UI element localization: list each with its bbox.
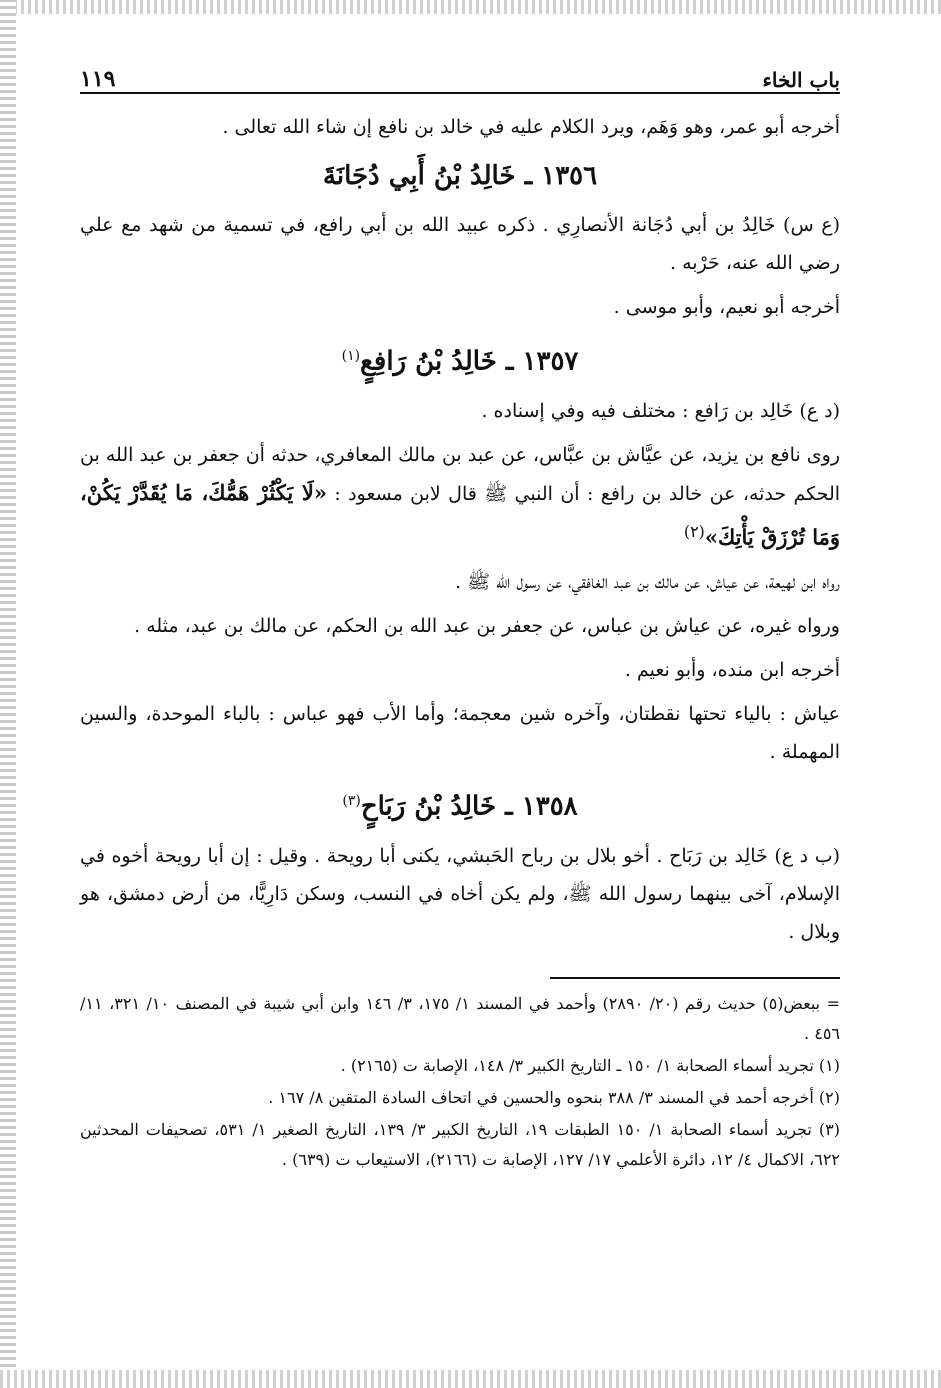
paragraph: أخرجه ابن منده، وأبو نعيم . [624,658,840,681]
paragraph-hadith [80,436,840,557]
hadith-quote: «لَا يَكْثُرْ هَمُّكَ، مَا يُقَدَّرْ يَكُنْ، وَمَا تُرْزَقْ يَأْتِكَ» [80,479,840,549]
book-page [80,56,840,1306]
footnote: (١) تجريد أسماء الصحابة ١/ ١٥٠ ـ التاريخ الكبير ٣/ ١٤٨، الإصابة ت (٢١٦٥) . [340,1055,840,1075]
paragraph: أخرجه أبو نعيم، وأبو موسى . [613,296,840,318]
footnote-divider [550,977,840,979]
paragraph: (د ع) خَالِد بن رَافع : مختلف فيه وفي إسناده . [481,399,840,422]
footnote: = ببعض(٥) حديث رقم (٢٠/ ٢٨٩٠) وأحمد في المسند ١/ ١٧٥، ٣/ ١٤٦ وابن أبي شيبة في المصنف ١٠/ ٣٢١، ١١/ ٤٥٦ . [80,993,841,1043]
footnote: (٢) أخرجه أحمد في المسند ٣/ ٣٨٨ بنحوه والحسين في اتحاف السادة المتقين ٨/ ١٦٧ . [268,1087,840,1107]
running-header [80,56,840,94]
main-text [80,108,840,951]
footnote-ref: (١) [341,348,361,364]
page-border-bottom [0,1370,941,1388]
paragraph-text: روى نافع بن يزيد، عن عيَّاش بن عبَّاس، عن عبد بن مالك المعافري، حدثه أن جعفر بن عبد الله بن الحكم حدثه، عن خالد بن رافع : أن النبي ﷺ قال لابن مسعود : [80,443,841,505]
footnote-ref: (٢) [683,521,705,541]
page-border-top [0,0,941,14]
page-border-left [0,0,16,1388]
section-title: باب الخاء [762,68,840,92]
entry-heading-1356 [80,152,840,200]
heading-text: ١٣٥٨ ـ خَالِدُ بْنُ رَبَاحٍ [360,791,578,822]
page-number: ١١٩ [80,66,116,92]
paragraph: (ب د ع) خَالِد بن رَبَاح . أخو بلال بن رباح الحَبشي، يكنى أبا رويحة . وقيل : إن أبا رويحة أخوه في الإسلام، آخى بينهما رسول الله ﷺ، ولم يكن أخاه في النسب، وسكن دَارِيًّا، من أرض دمشق، هو وبلال . [80,844,840,943]
entry-heading-1357 [80,332,840,386]
footnote-ref: (٣) [342,792,361,809]
paragraph: أخرجه أبو عمر، وهو وَهَم، ويرد الكلام عليه في خالد بن نافع إن شاء الله تعالى . [222,116,840,138]
footnotes [80,989,840,1175]
paragraph: عياش : بالياء تحتها نقطتان، وآخره شين معجمة؛ وأما الأب فهو عباس : بالباء الموحدة، والسين المهملة . [80,702,840,763]
heading-text: ١٣٥٦ ـ خَالِدُ بْنُ أَبِي دُجَانَةَ [322,161,598,191]
entry-heading-1358 [80,777,840,831]
paragraph: (ع س) خَالِدُ بن أبي دُجَانة الأنصارِي . ذكره عبيد الله بن أبي رافع، في تسمية من شهد مع علي رضي الله عنه، حَرْبه . [80,214,840,274]
heading-text: ١٣٥٧ ـ خَالِدُ بْنُ رَافِعٍ [360,346,579,377]
footnote: (٣) تجريد أسماء الصحابة ١/ ١٥٠ الطبقات ١٩، التاريخ الكبير ٣/ ١٣٩، التاريخ الصغير ١/ ٥٣١، تصحيفات المحدثين ٦٢٢، الاكمال ٤/ ١٢، دائرة الأعلمي ١٧/ ١٢٧، الإصابة ت (٢١٦٦)، الاستيعاب ت (٦٣٩) . [80,1119,841,1169]
paragraph: رواه ابن لهيعة، عن عياش، عن مالك بن عبد الغافقي، عن رسول الله ﷺ . [455,570,840,593]
paragraph: ورواه غيره، عن عياش بن عباس، عن جعفر بن عبد الله بن الحكم، عن مالك بن عبد، مثله . [134,614,840,637]
